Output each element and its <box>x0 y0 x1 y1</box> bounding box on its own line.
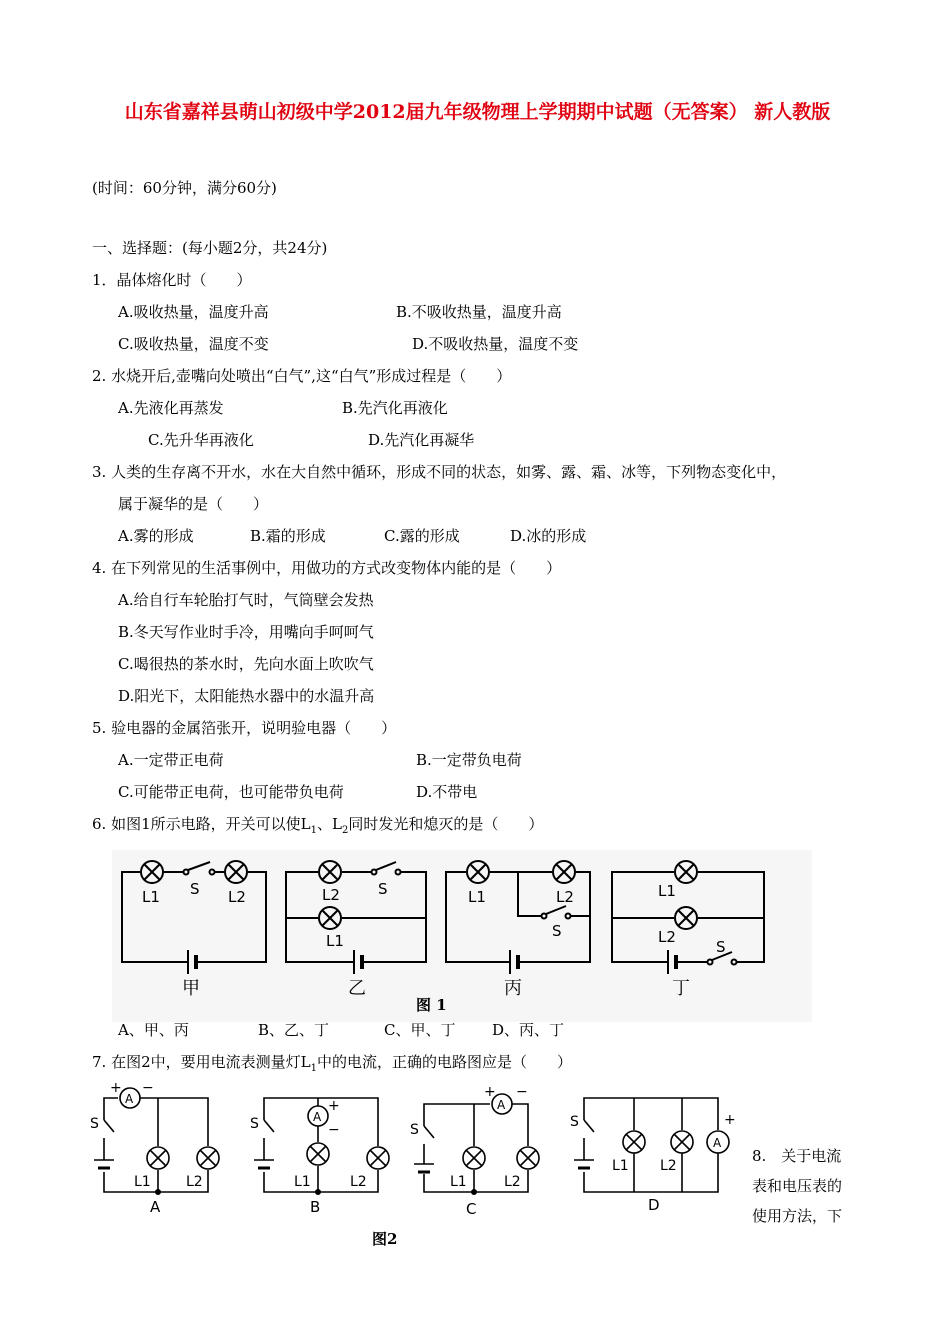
ammeter-label: A <box>497 1098 506 1112</box>
minus-sign: − <box>142 1080 154 1096</box>
label-d: D <box>648 1196 660 1214</box>
q5-option-d: D.不带电 <box>416 783 478 801</box>
q3-option-d: D.冰的形成 <box>510 527 587 545</box>
figure-2-circuits <box>88 1080 740 1220</box>
q4-option-d: D.阳光下，太阳能热水器中的水温升高 <box>118 687 375 705</box>
label-s: S <box>570 1114 579 1130</box>
ammeter-label: A <box>313 1110 322 1124</box>
label-s: S <box>410 1122 419 1138</box>
label-l2: L2 <box>660 1158 677 1174</box>
plus-sign: + <box>328 1098 340 1114</box>
label-l1: L1 <box>294 1174 311 1190</box>
q6-stem: 6. 如图1所示电路，开关可以使$L_1$、$L_2$同时发光和熄灭的是（ ） <box>92 815 544 836</box>
q2-option-b: B.先汽化再液化 <box>342 399 448 417</box>
label-s: S <box>250 1116 259 1132</box>
label-l1: L1 <box>134 1174 151 1190</box>
q7-stem: 7. 在图2中，要用电流表测量灯$L_1$中的电流，正确的电路图应是（ ） <box>92 1053 572 1074</box>
q3-stem-line2: 属于凝华的是（ ） <box>118 495 269 513</box>
circuit-b <box>254 1098 389 1192</box>
figure-1-circuits <box>112 850 812 1022</box>
time-note: (时间：60分钟，满分60分) <box>92 179 277 197</box>
q1-option-a: A.吸收热量，温度升高 <box>118 303 269 321</box>
figure-1-background <box>112 850 812 1022</box>
plus-sign: + <box>484 1084 496 1100</box>
label-c: C <box>466 1200 477 1218</box>
label-ding: 丁 <box>672 978 690 999</box>
q4-option-b: B.冬天写作业时手冷，用嘴向手呵呵气 <box>118 623 374 641</box>
label-s: S <box>552 922 562 940</box>
q2-option-a: A.先液化再蒸发 <box>118 399 224 417</box>
page-title: 山东省嘉祥县萌山初级中学2012届九年级物理上学期期中试题（无答案） 新人教版 <box>124 101 831 123</box>
q5-option-b: B.一定带负电荷 <box>416 751 522 769</box>
q1-option-b: B.不吸收热量，温度升高 <box>396 303 562 321</box>
q6-option-c: C、甲、丁 <box>384 1021 456 1039</box>
q4-stem: 4. 在下列常见的生活事例中，用做功的方式改变物体内能的是（ ） <box>92 559 562 577</box>
label-s: S <box>378 880 388 898</box>
label-b: B <box>310 1198 321 1216</box>
label-l1: L1 <box>658 882 676 900</box>
q5-option-a: A.一定带正电荷 <box>118 751 224 769</box>
label-yi: 乙 <box>348 978 366 999</box>
q5-stem: 5. 验电器的金属箔张开，说明验电器（ ） <box>92 719 397 737</box>
figure-2-label: 图2 <box>372 1230 398 1248</box>
q6-option-a: A、甲、丙 <box>118 1021 189 1039</box>
plus-sign: + <box>724 1112 736 1128</box>
q3-stem-line1: 3. 人类的生存离不开水，水在大自然中循环，形成不同的状态，如雾、露、霜、冰等，下列物态变化中， <box>92 463 787 481</box>
label-l1: L1 <box>142 888 160 906</box>
q3-option-a: A.雾的形成 <box>118 527 194 545</box>
label-l2: L2 <box>556 888 574 906</box>
circuit-d <box>574 1098 729 1192</box>
minus-sign: − <box>516 1084 528 1100</box>
q4-option-a: A.给自行车轮胎打气时，气筒壁会发热 <box>118 591 374 609</box>
q8-line1: 8. 关于电流 <box>752 1147 842 1165</box>
label-l1: L1 <box>612 1158 629 1174</box>
label-l1: L1 <box>450 1174 467 1190</box>
label-s: S <box>90 1116 99 1132</box>
label-l2: L2 <box>504 1174 521 1190</box>
q1-stem: 1．晶体熔化时（ ） <box>92 271 252 289</box>
q6-option-b: B、乙、丁 <box>258 1021 330 1039</box>
q3-option-b: B.霜的形成 <box>250 527 326 545</box>
ammeter-label: A <box>713 1136 722 1150</box>
section-heading: 一、选择题：(每小题2分，共24分) <box>92 239 328 257</box>
label-l1: L1 <box>326 932 344 950</box>
label-bing: 丙 <box>504 978 522 999</box>
figure-1-label: 图 1 <box>416 996 447 1014</box>
ammeter-label: A <box>125 1092 134 1106</box>
label-a: A <box>150 1198 161 1216</box>
label-s: S <box>716 938 726 956</box>
minus-sign: − <box>328 1122 340 1138</box>
label-l2: L2 <box>186 1174 203 1190</box>
q4-option-c: C.喝很热的茶水时，先向水面上吹吹气 <box>118 655 374 673</box>
q3-option-c: C.露的形成 <box>384 527 460 545</box>
label-jia: 甲 <box>182 978 200 999</box>
q2-stem: 2. 水烧开后,壶嘴向处喷出“白气”,这“白气”形成过程是（ ） <box>92 367 512 385</box>
q8-line2: 表和电压表的 <box>752 1177 843 1195</box>
plus-sign: + <box>110 1080 122 1096</box>
q1-option-d: D.不吸收热量，温度不变 <box>412 335 579 353</box>
label-l2: L2 <box>322 886 340 904</box>
label-l2: L2 <box>350 1174 367 1190</box>
q1-option-c: C.吸收热量，温度不变 <box>118 335 269 353</box>
label-s: S <box>190 880 200 898</box>
label-l2: L2 <box>658 928 676 946</box>
label-l2: L2 <box>228 888 246 906</box>
q2-option-c: C.先升华再液化 <box>148 431 254 449</box>
q5-option-c: C.可能带正电荷，也可能带负电荷 <box>118 783 344 801</box>
q6-option-d: D、丙、丁 <box>492 1021 565 1039</box>
label-l1: L1 <box>468 888 486 906</box>
q2-option-d: D.先汽化再凝华 <box>368 431 475 449</box>
q8-line3: 使用方法，下 <box>752 1207 843 1225</box>
